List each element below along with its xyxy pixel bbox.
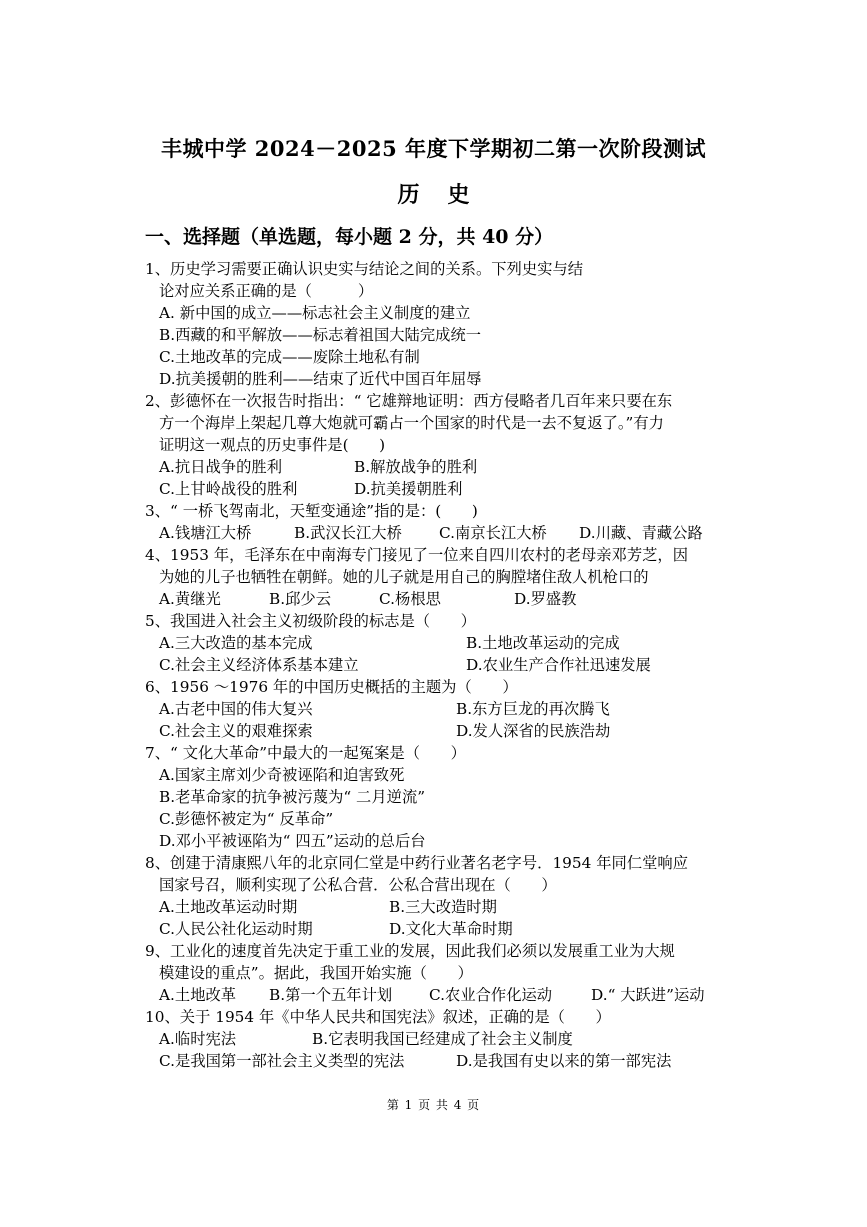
option-d: D.川藏、青藏公路 <box>579 524 703 542</box>
options-row <box>145 456 745 478</box>
question-text: 模建设的重点”。据此，我国开始实施（ ） <box>159 964 473 982</box>
option-b: B.武汉长江大桥 <box>294 524 402 542</box>
option-c: C.社会主义经济体系基本建立 <box>159 656 359 674</box>
option-d: D.发人深省的民族浩劫 <box>456 722 611 740</box>
option-c: C.杨根思 <box>379 590 441 608</box>
option-c: C.是我国第一部社会主义类型的宪法 <box>159 1052 405 1070</box>
question-7 <box>145 742 745 852</box>
option-d: D.抗美援朝的胜利——结束了近代中国百年屈辱 <box>159 370 482 388</box>
option-b: B.西藏的和平解放——标志着祖国大陆完成统一 <box>159 326 482 344</box>
option-a: A.钱塘江大桥 <box>159 524 252 542</box>
option-b: B.土地改革运动的完成 <box>466 634 620 652</box>
question-10 <box>145 1006 745 1072</box>
question-text: 方一个海岸上架起几尊大炮就可霸占一个国家的时代是一去不复返了。”有力 <box>159 414 664 432</box>
option-a: A.抗日战争的胜利 <box>159 458 282 476</box>
option-c: C.社会主义的艰难探索 <box>159 722 313 740</box>
question-text: 8、创建于清康熙八年的北京同仁堂是中药行业著名老字号．1954 年同仁堂响应 <box>145 854 689 872</box>
exam-subject: 历史 <box>397 182 498 208</box>
option-a: A. 新中国的成立——标志社会主义制度的建立 <box>159 304 471 322</box>
question-text: 5、我国进入社会主义初级阶段的标志是（ ） <box>145 612 476 630</box>
question-9 <box>145 940 745 1006</box>
option-d: D.抗美援朝胜利 <box>354 480 463 498</box>
options-row <box>145 522 745 544</box>
options-row <box>145 896 745 918</box>
option-b: B.老革命家的抗争被污蔑为“ 二月逆流” <box>159 788 426 806</box>
options-row <box>145 632 745 654</box>
option-c: C.上甘岭战役的胜利 <box>159 480 298 498</box>
option-d: D.邓小平被诬陷为“ 四五”运动的总后台 <box>159 832 426 850</box>
question-8 <box>145 852 745 940</box>
question-text: 9、工业化的速度首先决定于重工业的发展，因此我们必须以发展重工业为大规 <box>145 942 675 960</box>
option-b: B.东方巨龙的再次腾飞 <box>456 700 610 718</box>
question-text: 国家号召，顺利实现了公私合营．公私合营出现在（ ） <box>159 876 557 894</box>
question-3 <box>145 500 745 544</box>
option-c: C.土地改革的完成——废除土地私有制 <box>159 348 420 366</box>
options-row <box>145 1028 745 1050</box>
option-a: A.土地改革 <box>159 986 237 1004</box>
options-row <box>145 1050 745 1072</box>
option-b: B.解放战争的胜利 <box>354 458 478 476</box>
option-d: D.农业生产合作社迅速发展 <box>466 656 651 674</box>
option-b: B.三大改造时期 <box>389 898 497 916</box>
exam-title: 丰城中学 2024－2025 年度下学期初二第一次阶段测试 <box>160 136 706 161</box>
question-text: 7、“ 文化大革命”中最大的一起冤案是（ ） <box>145 744 466 762</box>
option-d: D.罗盛教 <box>514 590 577 608</box>
options-row <box>145 720 745 742</box>
option-a: A.土地改革运动时期 <box>159 898 298 916</box>
question-text: 2、彭德怀在一次报告时指出：“ 它雄辩地证明：西方侵略者几百年来只要在东 <box>145 392 673 410</box>
option-c: C.彭德怀被定为“ 反革命” <box>159 810 334 828</box>
option-b: B.第一个五年计划 <box>269 986 393 1004</box>
option-c: C.南京长江大桥 <box>439 524 547 542</box>
option-d: D.“ 大跃进”运动 <box>591 986 705 1004</box>
option-a: A.临时宪法 <box>159 1030 237 1048</box>
question-text: 为她的儿子也牺牲在朝鲜。她的儿子就是用自己的胸膛堵住敌人机枪口的 <box>159 568 649 586</box>
option-c: C.农业合作化运动 <box>429 986 553 1004</box>
option-c: C.人民公社化运动时期 <box>159 920 313 938</box>
question-1 <box>145 258 745 390</box>
options-row <box>145 588 745 610</box>
question-text: 3、“ 一桥飞驾南北，天堑变通途”指的是：( ) <box>145 502 478 520</box>
page-number: 第 1 页 共 4 页 <box>386 1098 481 1112</box>
question-2 <box>145 390 745 500</box>
option-a: A.国家主席刘少奇被诬陷和迫害致死 <box>159 766 405 784</box>
option-a: A.黄继光 <box>159 590 221 608</box>
option-a: A.古老中国的伟大复兴 <box>159 700 313 718</box>
question-5 <box>145 610 745 676</box>
question-text: 证明这一观点的历史事件是( ) <box>159 436 386 454</box>
options-row <box>145 654 745 676</box>
option-b: B.它表明我国已经建成了社会主义制度 <box>312 1030 573 1048</box>
option-a: A.三大改造的基本完成 <box>159 634 313 652</box>
question-text: 10、关于 1954 年《中华人民共和国宪法》叙述，正确的是（ ） <box>145 1008 611 1026</box>
option-b: B.邱少云 <box>269 590 331 608</box>
option-d: D.文化大革命时期 <box>389 920 513 938</box>
option-d: D.是我国有史以来的第一部宪法 <box>456 1052 672 1070</box>
question-4 <box>145 544 745 610</box>
section-heading: 一、选择题（单选题，每小题 2 分，共 40 分） <box>145 226 554 248</box>
options-row <box>145 918 745 940</box>
question-6 <box>145 676 745 742</box>
question-text: 4、1953 年，毛泽东在中南海专门接见了一位来自四川农村的老母亲邓芳芝，因 <box>145 546 689 564</box>
options-row <box>145 698 745 720</box>
questions-list <box>145 258 745 1072</box>
question-text: 论对应关系正确的是（ ） <box>159 282 374 300</box>
question-text: 6、1956 ～1976 年的中国历史概括的主题为（ ） <box>145 678 518 696</box>
options-row <box>145 478 745 500</box>
question-text: 1、历史学习需要正确认识史实与结论之间的关系。下列史实与结 <box>145 260 584 278</box>
options-row <box>145 984 745 1006</box>
